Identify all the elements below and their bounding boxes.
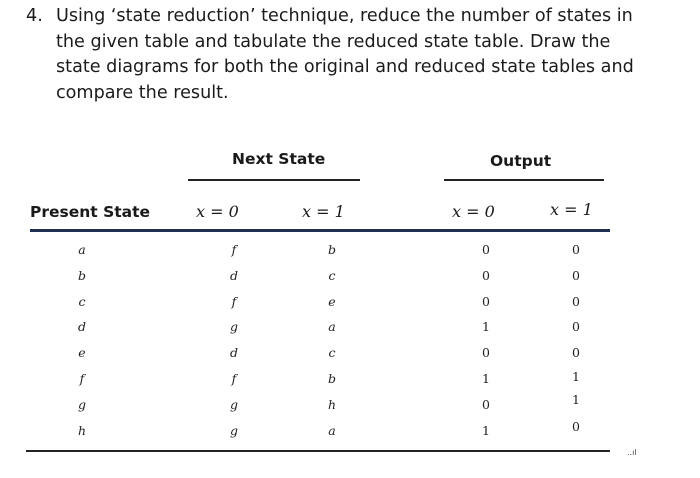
next-x0-cell: f: [231, 293, 237, 309]
out-x1-cell: 1: [572, 391, 580, 407]
out-x0-cell: 0: [482, 396, 490, 412]
out-x1-cell: 0: [572, 345, 580, 361]
next-x1-cell: e: [328, 293, 336, 309]
out-x1-header: x = 1: [550, 200, 593, 219]
out-x1-cell: 0: [572, 267, 580, 283]
question-line-4: compare the result.: [56, 82, 229, 103]
out-x0-cell: 1: [482, 319, 490, 335]
out-x1-cell: 0: [572, 319, 580, 335]
out-x0-cell: 0: [482, 345, 490, 361]
bottom-rule: [26, 450, 610, 452]
next-x1-cell: h: [327, 396, 337, 412]
next-x1-cell: b: [327, 242, 336, 257]
next-x1-cell: c: [328, 345, 336, 361]
output-underline: [444, 179, 604, 181]
question-line-1: 4. Using ‘state reduction’ technique, reduce the number of states in: [26, 4, 686, 30]
out-x0-cell: 0: [482, 293, 490, 309]
question-number: 4.: [26, 6, 43, 26]
out-x0-header: x = 0: [452, 202, 495, 221]
present-state-cell: h: [77, 422, 87, 438]
header-rule: [30, 229, 610, 232]
present-state-header: Present State: [30, 203, 151, 221]
out-x1-cell: 0: [572, 293, 580, 309]
next-x1-cell: b: [327, 371, 336, 386]
out-x0-cell: 1: [482, 371, 490, 386]
next-x1-cell: a: [328, 319, 336, 335]
out-x0-cell: 0: [482, 267, 490, 283]
present-state-cell: b: [77, 267, 86, 283]
present-state-cell: f: [79, 371, 85, 386]
out-x1-cell: 0: [572, 242, 580, 257]
question-line-3: state diagrams for both the original and reduced state tables and: [56, 57, 634, 77]
next-x0-cell: d: [229, 345, 238, 361]
out-x0-cell: 1: [482, 422, 490, 438]
next-x0-cell: f: [231, 242, 237, 257]
next-state-header: Next State: [232, 150, 326, 168]
present-state-cell: c: [78, 293, 86, 309]
out-x0-cell: 0: [482, 242, 490, 257]
out-x1-cell: 1: [572, 369, 580, 384]
present-state-cell: a: [78, 242, 86, 257]
present-state-cell: d: [77, 319, 86, 335]
next-x1-header: x = 1: [302, 202, 345, 221]
next-x0-cell: g: [229, 422, 238, 438]
next-x0-cell: g: [229, 396, 238, 412]
corner-mark: ..ıl: [627, 448, 637, 457]
next-x0-cell: f: [231, 371, 237, 386]
output-header: Output: [490, 152, 552, 170]
question-line-2: the given table and tabulate the reduced state table. Draw the: [56, 31, 611, 52]
next-x0-header: x = 0: [196, 202, 239, 221]
next-x1-cell: a: [328, 422, 336, 438]
next-x1-cell: c: [328, 267, 336, 283]
present-state-cell: g: [77, 396, 86, 412]
present-state-cell: e: [78, 345, 86, 361]
out-x1-cell: 0: [572, 418, 580, 434]
next-x0-cell: g: [229, 319, 238, 335]
next-x0-cell: d: [229, 267, 238, 283]
next-state-underline: [188, 179, 360, 181]
